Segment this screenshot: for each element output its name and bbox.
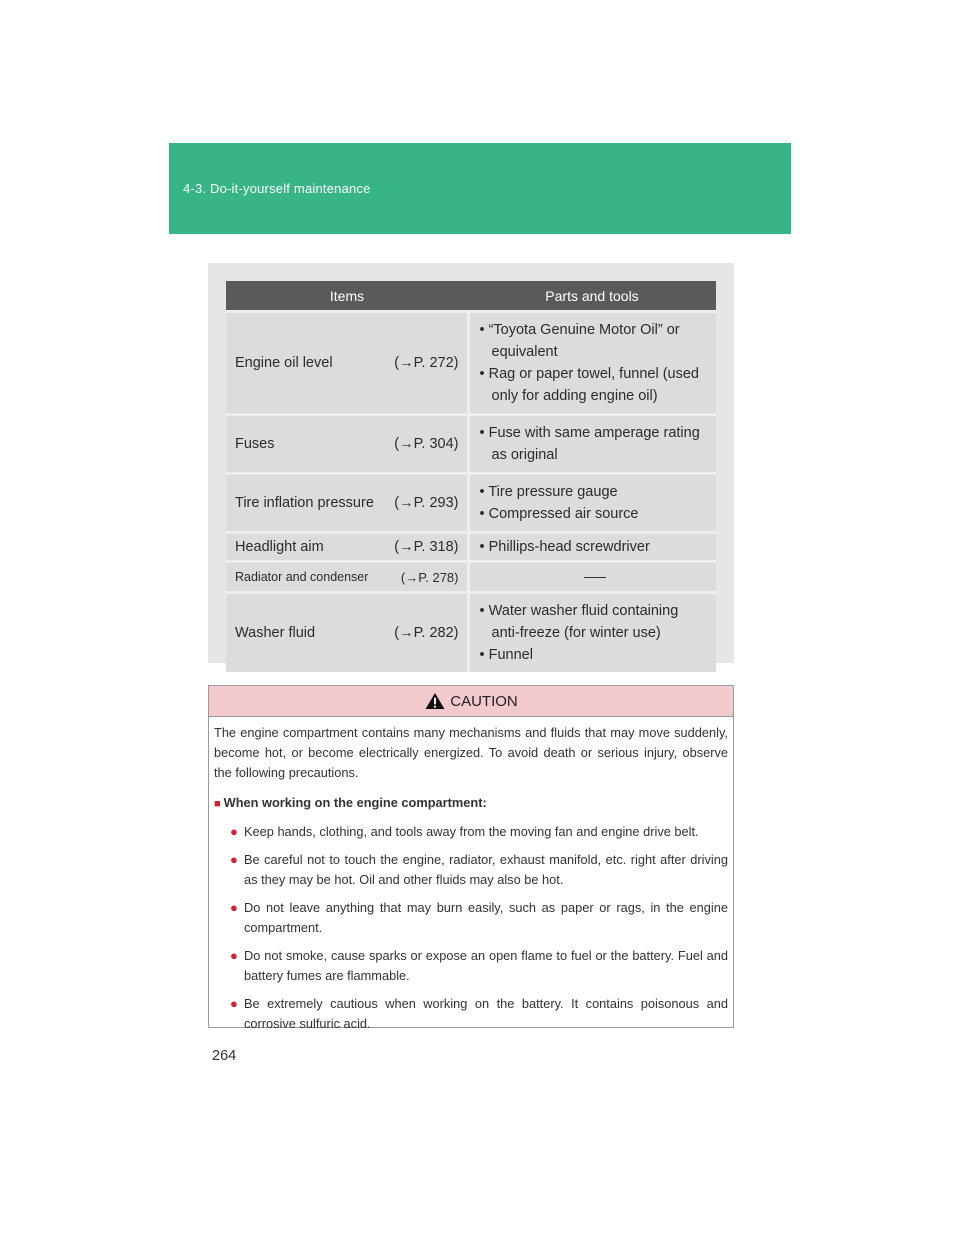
list-item: • Tire pressure gauge [479, 484, 618, 500]
parts-cell [468, 415, 716, 474]
list-item: • Funnel [479, 647, 533, 663]
table-row [226, 562, 716, 593]
table-header-row [226, 281, 716, 312]
page-reference: (→P. 293) [394, 495, 459, 511]
warning-icon [424, 692, 446, 710]
page-reference: (→P. 318) [394, 539, 459, 555]
item-cell [226, 474, 468, 533]
caution-title: CAUTION [450, 692, 518, 710]
page-reference: (→P. 272) [394, 355, 459, 371]
parts-cell [468, 562, 716, 593]
square-bullet-icon: ■ [214, 798, 221, 810]
parts-cell [468, 533, 716, 562]
caution-header [209, 686, 733, 717]
caution-box [208, 685, 734, 1031]
caution-point [214, 994, 728, 1034]
table-row [226, 474, 716, 533]
list-item: • Compressed air source [479, 506, 639, 522]
table-row [226, 533, 716, 562]
circle-bullet-icon: ● [230, 948, 238, 963]
caution-point-text: Do not smoke, cause sparks or expose an open flame to fuel or the battery. Fuel and battery fumes are flammable. [244, 948, 728, 983]
section-header-bar [169, 143, 791, 234]
section-title: 4-3. Do-it-yourself maintenance [183, 181, 371, 196]
item-name: Radiator and condenser [235, 570, 369, 584]
item-cell [226, 312, 468, 415]
item-name: Washer fluid [235, 625, 316, 641]
caution-point-text: Do not leave anything that may burn easily, such as paper or rags, in the engine compartment. [244, 900, 728, 935]
item-name: Tire inflation pressure [235, 495, 374, 511]
circle-bullet-icon: ● [230, 900, 238, 915]
list-item: • Phillips-head screwdriver [479, 539, 650, 555]
page-reference: (→P. 304) [394, 436, 459, 452]
table-row [226, 593, 716, 673]
caution-subheading-text: When working on the engine compartment: [223, 795, 487, 810]
list-item: • Fuse with same amperage rating as original [479, 425, 700, 463]
circle-bullet-icon: ● [230, 824, 238, 839]
circle-bullet-icon: ● [230, 852, 238, 867]
caution-point [214, 850, 728, 890]
parts-cell [468, 474, 716, 533]
item-cell [226, 415, 468, 474]
caution-body [209, 717, 733, 1034]
item-name: Headlight aim [235, 539, 324, 555]
items-table [226, 281, 716, 672]
caution-point-text: Keep hands, clothing, and tools away from the moving fan and engine drive belt. [244, 824, 699, 839]
list-item: • Rag or paper towel, funnel (used only for adding engine oil) [479, 366, 699, 404]
page-number: 264 [212, 1048, 237, 1064]
page-reference: (→P. 282) [394, 625, 459, 641]
caution-point [214, 822, 728, 842]
caution-point [214, 946, 728, 986]
caution-point-text: Be careful not to touch the engine, radiator, exhaust manifold, etc. right after driving as they may be hot. Oil and other fluids may also be hot. [244, 852, 728, 887]
column-header-items: Items [226, 281, 468, 312]
parts-cell [468, 593, 716, 673]
parts-cell [468, 312, 716, 415]
item-name: Fuses [235, 436, 275, 452]
item-cell [226, 533, 468, 562]
list-item: • Water washer fluid containing anti-freeze (for winter use) [479, 603, 679, 641]
caution-point [214, 898, 728, 938]
caution-subheading [214, 793, 728, 814]
caution-point-text: Be extremely cautious when working on the battery. It contains poisonous and corrosive sulfuric acid. [244, 996, 728, 1031]
item-cell [226, 593, 468, 673]
empty-dash [584, 577, 606, 578]
page-reference: (→P. 278) [400, 569, 459, 585]
caution-intro: The engine compartment contains many mechanisms and fluids that may move suddenly, become hot, or become electrically energized. To avoid death or serious injury, observe the following precautions. [214, 725, 728, 780]
item-cell [226, 562, 468, 593]
list-item: • “Toyota Genuine Motor Oil” or equivalent [479, 322, 680, 360]
item-name: Engine oil level [235, 355, 333, 371]
table-row [226, 312, 716, 415]
items-table-panel [208, 263, 734, 663]
table-row [226, 415, 716, 474]
circle-bullet-icon: ● [230, 996, 238, 1011]
column-header-parts: Parts and tools [468, 281, 716, 312]
